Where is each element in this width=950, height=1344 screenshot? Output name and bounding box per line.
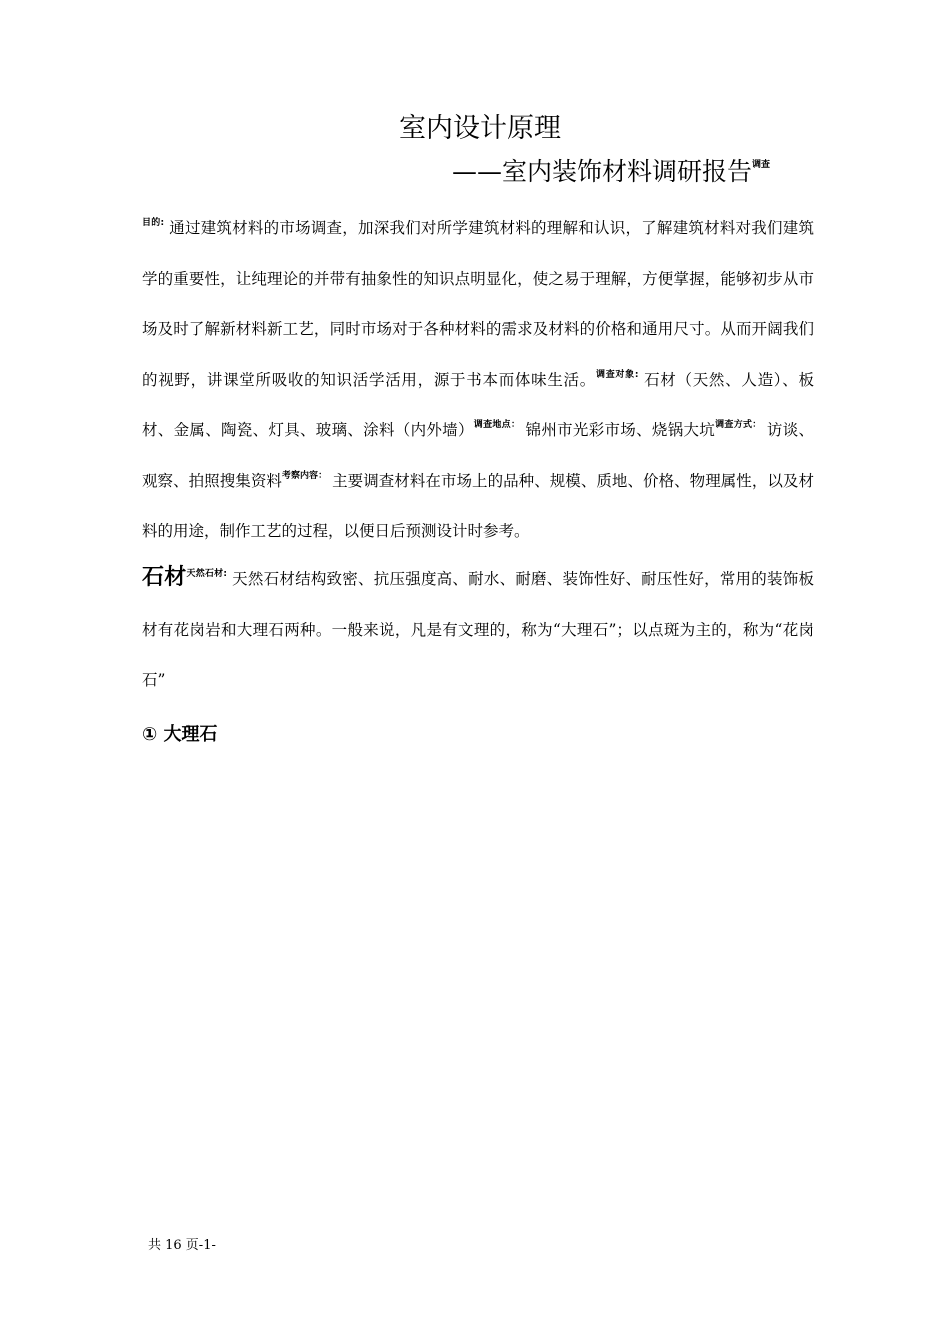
subtitle-text: ——室内装饰材料调研报告: [452, 157, 753, 186]
content-label: 考察内容：: [281, 470, 328, 481]
page-footer: 共 16 页-1-: [148, 1238, 216, 1253]
method-label: 调查方式：: [715, 420, 762, 430]
document-subtitle: [452, 155, 770, 189]
method-text: 访谈、观察、拍照搜集资料: [142, 421, 814, 490]
object-label: 调查对象:: [595, 369, 639, 380]
subtitle-trailing-label: 调查: [752, 160, 771, 170]
intro-paragraph: [142, 203, 814, 557]
purpose-text: 通过建筑材料的市场调查，加深我们对所学建筑材料的理解和认识，了解建筑材料对我们建筑学的重要性，让纯理论的并带有抽象性的知识点明显化，使之易于理解，方便掌握，能够初步从市场及时了解新材料新工艺，同时市场对于各种材料的需求及材料的价格和通用尺寸。从而开阔我们的视野，讲课堂所吸收的知识活学活用，源于书本而体味生活。: [142, 219, 814, 389]
natural-stone-label: 天然石材:: [186, 569, 227, 579]
purpose-label: 目的:: [142, 218, 165, 228]
location-text: 锦州市光彩市场、烧锅大坑: [525, 421, 716, 439]
location-label: 调查地点：: [473, 420, 521, 430]
stone-heading: 石材: [142, 565, 187, 590]
stone-text: 天然石材结构致密、抗压强度高、耐水、耐磨、装饰性好、耐压性好，常用的装饰板材有花岗岩和大理石两种。一般来说，凡是有文理的，称为“大理石”；以点斑为主的，称为“花岗石”: [142, 570, 814, 689]
stone-paragraph: [142, 553, 814, 706]
document-title: 室内设计原理: [399, 113, 561, 144]
object-text: 石材（天然、人造）、板材、金属、陶瓷、灯具、玻璃、涂料（内外墙）: [142, 370, 814, 439]
marble-heading: ① 大理石: [142, 724, 218, 745]
content-text: 主要调查材料在市场上的品种、规模、质地、价格、物理属性，以及材料的用途，制作工艺的过程，以便日后预测设计时参考。: [142, 471, 814, 540]
